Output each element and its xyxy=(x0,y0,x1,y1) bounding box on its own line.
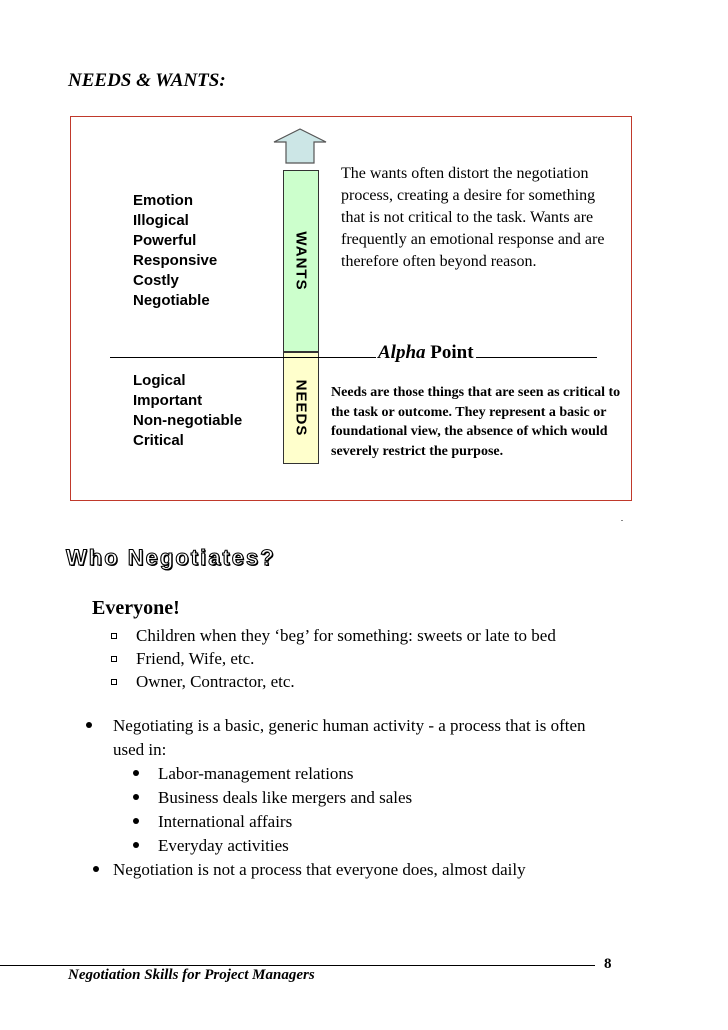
bullet-icon xyxy=(93,866,99,872)
needs-trait: Critical xyxy=(133,432,184,449)
needs-trait: Logical xyxy=(133,372,186,389)
footer-title: Negotiation Skills for Project Managers xyxy=(68,967,315,983)
sub-bullet-icon xyxy=(133,794,139,800)
list-item-text: Children when they ‘beg’ for something: sweets or late to bed xyxy=(136,626,556,645)
stray-mark xyxy=(621,520,623,521)
page-number: 8 xyxy=(604,956,612,972)
sub-bullet-icon xyxy=(133,770,139,776)
needs-trait: Non-negotiable xyxy=(133,412,243,429)
wants-bar-label: WANTS xyxy=(292,231,310,291)
wants-trait: Responsive xyxy=(133,252,218,269)
square-bullet-icon xyxy=(111,656,117,662)
square-bullet-icon xyxy=(111,633,117,639)
list-item xyxy=(110,647,556,670)
everyone-heading: Everyone! xyxy=(92,597,180,619)
alpha-point-label xyxy=(376,342,476,364)
sub-bullet-icon xyxy=(133,818,139,824)
needs-description: Needs are those things that are seen as critical to the task or outcome. They represent a basic or foundational view, the absence of which would severely restrict the purpose. xyxy=(331,385,621,459)
bullet-text-line: Negotiation is not a process that everyone does, almost daily xyxy=(113,860,526,879)
bullet-text-line: Negotiating is a basic, generic human activity - a process that is often xyxy=(113,716,586,735)
sub-bullet-item: Labor-management relations xyxy=(158,764,354,783)
wants-trait: Negotiable xyxy=(133,292,210,309)
square-bullet-list xyxy=(110,624,556,693)
page-heading: NEEDS & WANTS: xyxy=(68,70,226,91)
sub-bullet-icon xyxy=(133,842,139,848)
bullet-text-line: used in: xyxy=(113,740,167,759)
needs-trait: Important xyxy=(133,392,203,409)
wants-trait: Powerful xyxy=(133,232,197,249)
alpha-word: Alpha xyxy=(378,342,426,363)
wants-trait: Emotion xyxy=(133,192,193,209)
wants-trait: Costly xyxy=(133,272,179,289)
needs-traits-list xyxy=(133,371,242,451)
section-heading: Who Negotiates? xyxy=(66,545,276,570)
up-arrow-icon xyxy=(270,128,330,164)
needs-bar-label: NEEDS xyxy=(292,379,310,437)
bullet-icon xyxy=(86,722,92,728)
wants-traits-list xyxy=(133,191,217,311)
wants-description: The wants often distort the negotiation process, creating a desire for something that is not critical to the task. Wants are frequently an emotional response and are therefore often beyond reason. xyxy=(341,165,605,270)
list-item-text: Owner, Contractor, etc. xyxy=(136,672,295,691)
list-item-text: Friend, Wife, etc. xyxy=(136,649,255,668)
point-word: Point xyxy=(430,342,474,363)
square-bullet-icon xyxy=(111,679,117,685)
wants-bar xyxy=(283,170,319,352)
footer-rule xyxy=(0,965,595,966)
alpha-point-line xyxy=(110,357,597,358)
sub-bullet-item: Everyday activities xyxy=(158,836,289,855)
sub-bullet-item: International affairs xyxy=(158,812,293,831)
sub-bullet-item: Business deals like mergers and sales xyxy=(158,788,413,807)
list-item xyxy=(110,670,556,693)
needs-bar xyxy=(283,352,319,464)
list-item xyxy=(110,624,556,647)
wants-trait: Illogical xyxy=(133,212,189,229)
